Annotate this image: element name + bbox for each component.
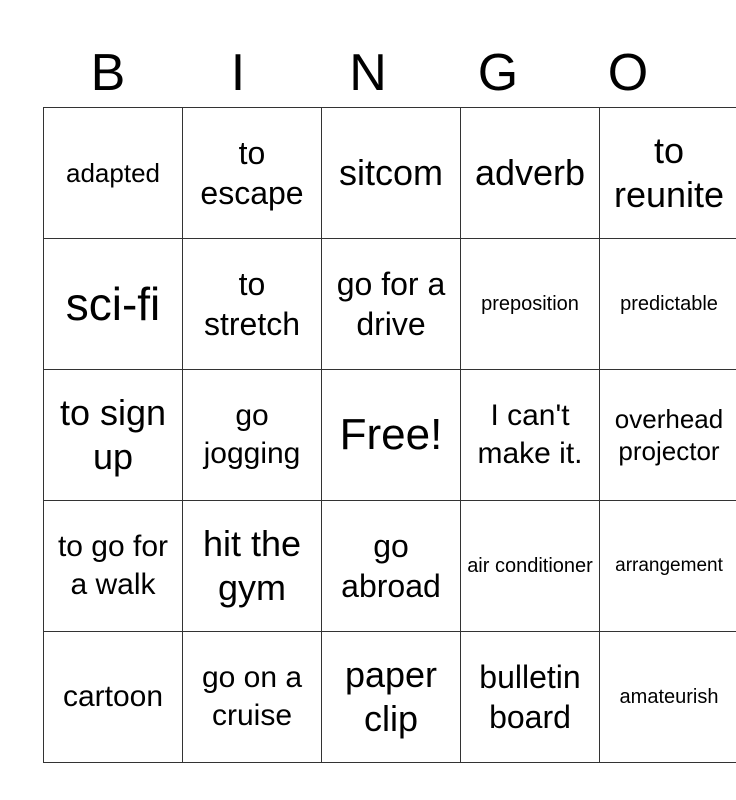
bingo-cell: to escape [183, 108, 322, 239]
bingo-cell: to sign up [44, 370, 183, 501]
header-letter-i: I [230, 44, 246, 102]
bingo-cell: overhead projector [600, 370, 736, 501]
free-space-cell: Free! [322, 370, 461, 501]
bingo-cell: adverb [461, 108, 600, 239]
bingo-board [43, 107, 736, 763]
bingo-cell: amateurish [600, 632, 736, 763]
bingo-cell: go jogging [183, 370, 322, 501]
board-row [44, 632, 736, 763]
bingo-cell: sitcom [322, 108, 461, 239]
bingo-cell: hit the gym [183, 501, 322, 632]
header-letter-n: N [349, 44, 387, 102]
bingo-cell: to reunite [600, 108, 736, 239]
board-row [44, 370, 736, 501]
board-row [44, 108, 736, 239]
bingo-header [43, 40, 693, 106]
header-letter-b: B [90, 44, 126, 102]
bingo-cell: air conditioner [461, 501, 600, 632]
bingo-cell: preposition [461, 239, 600, 370]
bingo-cell: I can't make it. [461, 370, 600, 501]
bingo-cell: sci-fi [44, 239, 183, 370]
bingo-cell: bulletin board [461, 632, 600, 763]
bingo-cell: arrangement [600, 501, 736, 632]
board-row [44, 239, 736, 370]
bingo-cell: cartoon [44, 632, 183, 763]
board-row [44, 501, 736, 632]
bingo-cell: go for a drive [322, 239, 461, 370]
bingo-cell: predictable [600, 239, 736, 370]
bingo-cell: to stretch [183, 239, 322, 370]
bingo-cell: go abroad [322, 501, 461, 632]
bingo-cell: go on a cruise [183, 632, 322, 763]
bingo-cell: to go for a walk [44, 501, 183, 632]
header-letter-g: G [477, 44, 519, 102]
bingo-cell: paper clip [322, 632, 461, 763]
header-letter-o: O [607, 44, 649, 102]
bingo-cell: adapted [44, 108, 183, 239]
